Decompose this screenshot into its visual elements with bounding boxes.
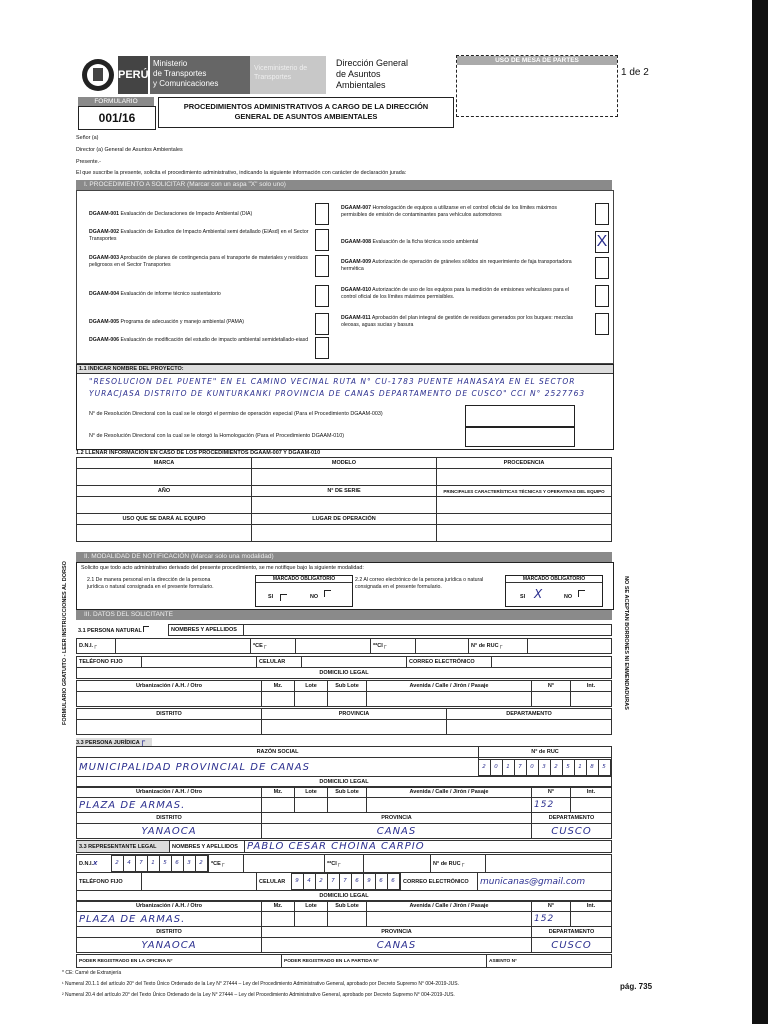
natural-ci-field[interactable] [416,639,469,654]
rep-lote-field[interactable] [295,912,328,927]
cel-digit: 6 [351,873,364,890]
proc-009-checkbox[interactable] [595,257,609,279]
cel-digit: 4 [303,873,316,890]
proc-007: DGAAM-007 Homologación de equipos a utilizarse en el control oficial de los límites máximos permisibles de emisión de contaminantes para vehículos automotores [341,205,557,218]
rep-int-field[interactable] [571,912,612,927]
juridica-mz-field[interactable] [262,798,295,813]
juridica-sublote: Sub Lote [328,787,367,798]
natural-correo-field[interactable] [492,657,612,668]
provincia-value: CANAS [376,825,417,837]
resolution-003-field[interactable] [465,405,575,427]
ruc-digit: 5 [562,759,575,776]
proc-006: DGAAM-006 Evaluación de modificación del estudio de impacto ambiental semidetallado-eiasd [89,337,309,343]
rep-lote: Lote [295,901,328,912]
marcado1-box [255,575,353,607]
intro-director: Director (a) General de Asuntos Ambientales [76,147,183,153]
distrito-value2: YANAOCA [141,939,197,951]
ruc-digit: 0 [526,759,539,776]
natural-contact-table [76,656,612,679]
lugar-header: LUGAR DE OPERACIÓN [252,514,437,525]
proc-002-checkbox[interactable] [315,229,329,251]
juridica-ruc-field[interactable] [479,758,612,777]
project-name-line1[interactable]: "RESOLUCION DEL PUENTE" EN EL CAMINO VECINAL RUTA N° CU-1783 PUENTE HANASAYA EN EL SECTOR [89,377,576,386]
natural-celular-field[interactable] [302,657,407,668]
resolution-010-label: N° de Resolución Directoral con la cual se le otorgó la Homologación (Para el Procedimiento DGAAM-010) [89,433,345,439]
natural-telefono-field[interactable] [142,657,257,668]
rep-ci: **CI┌ [325,855,364,873]
caracteristicas-cont[interactable] [437,514,612,525]
natural-n-field[interactable] [532,692,571,707]
juridica-departamento: DEPARTAMENTO [532,813,612,824]
natural-nombres-field[interactable] [244,625,612,636]
proc-007-checkbox[interactable] [595,203,609,225]
rep-n: N° [532,901,571,912]
natural-int-field[interactable] [571,692,612,707]
natural-address-table [76,680,612,707]
rep-address-table [76,900,612,953]
footnote-2: ² Numeral 20.4 del artículo 20° del Texto Único Ordenado de la Ley N° 27444 – Ley del Procedimiento Administrativo General, aprobado por Decreto Supremo N° 004-2019-JUS. [62,992,455,998]
peru-logo [78,56,118,94]
ruc-digit: 5 [598,759,611,776]
dni-digit: 2 [111,855,124,872]
marcado2-box [505,575,603,607]
lugar-field[interactable] [252,525,437,542]
proc-001: DGAAM-001 Evaluación de Declaraciones de Impacto Ambiental (DIA) [89,211,253,217]
desk-title: USO DE MESA DE PARTES [457,56,617,65]
rep-ce-field[interactable] [244,855,325,873]
juridica-urb-field[interactable] [77,798,262,813]
natural-ce-field[interactable] [296,639,371,654]
proc-004: DGAAM-004 Evaluación de informe técnico sustentatorio [89,291,221,297]
juridica-avenida-field[interactable] [367,798,532,813]
intro-presente: Presente.- [76,159,101,165]
form-title: PROCEDIMIENTOS ADMINISTRATIVOS A CARGO DE LA DIRECCIÓN GENERAL DE ASUNTOS AMBIENTALES [158,97,454,128]
dni-digit: 2 [195,855,208,872]
juridica-distrito-field[interactable] [77,824,262,839]
rep-departamento-field[interactable] [532,938,612,953]
juridica-address-table [76,786,612,839]
section2-box [76,562,614,610]
natural-avenida-field[interactable] [367,692,532,707]
ruc-digit: 8 [586,759,599,776]
section1-box [76,190,614,364]
proc-008-mark: X [596,233,608,250]
rep-avenida: Avenida / Calle / Jirón / Pasaje [367,901,532,912]
anio-header: AÑO [77,486,252,497]
email-value: municanas@gmail.com [480,876,586,887]
natural-departamento-field[interactable] [447,720,612,735]
rep-ci-field[interactable] [364,855,431,873]
cel-digit: 2 [315,873,328,890]
form-number: 001/16 [78,106,156,130]
natural-departamento: DEPARTAMENTO [447,709,612,720]
rep-id-table [76,854,612,873]
natural-dni-field[interactable] [116,639,251,654]
serie-field[interactable] [252,497,437,514]
natural-ce: *CE┌ [251,639,296,654]
juridica-provincia: PROVINCIA [262,813,532,824]
ruc-digit: 2 [550,759,563,776]
cel-digit: 7 [327,873,340,890]
natural-domicilio: DOMICILIO LEGAL [77,668,612,679]
provincia-value2: CANAS [376,939,417,951]
natural-provincia: PROVINCIA [262,709,447,720]
page-count: 1 de 2 [621,67,649,78]
rep-provincia-field[interactable] [262,938,532,953]
proc-005-checkbox[interactable] [315,313,329,335]
notif-personal: 2.1 De manera personal en la dirección de la persona jurídica o natural consignada en el presente formulario. [87,577,214,590]
resolution-003-label: N° de Resolución Directoral con la cual se le otorgó el permiso de operación especial (Para el Procedimiento DGAAM-003) [89,411,383,417]
natural-mz-field[interactable] [262,692,295,707]
procedencia-field[interactable] [437,469,612,486]
project-name-line2[interactable]: YURACJASA DISTRITO DE KUNTURKANKI PROVINCIA DE CANAS DEPARTAMENTO DE CUSCO" CCI N° 2527763 [89,389,586,398]
marcado2-no: NO [564,594,573,600]
marcado1-no-checkbox[interactable] [324,590,331,597]
section2-title: II. MODALIDAD DE NOTIFICACIÓN (Marcar solo una modalidad) [76,552,612,562]
marcado1-no: NO [310,594,319,600]
rep-celular: CELULAR [257,873,292,891]
cel-digit: 7 [339,873,352,890]
rep-urb: Urbanización / A.H. / Otro [77,901,262,912]
juridica-n-field[interactable] [532,798,571,813]
juridica-domicilio: DOMICILIO LEGAL [77,777,612,788]
natural-dni: D.N.I.┌ [77,639,116,654]
page-number: pág. 735 [620,982,653,991]
rep-correo-field[interactable] [478,873,612,891]
form-label: FORMULARIO [78,97,154,106]
natural-avenida: Avenida / Calle / Jirón / Pasaje [367,681,532,692]
juridica-lote-field[interactable] [295,798,328,813]
proc-008: DGAAM-008 Evaluación de la ficha técnica socio ambiental [341,239,479,245]
natural-distrito: DISTRITO [77,709,262,720]
rep-nombres-label: NOMBRES Y APELLIDOS [170,841,245,853]
natural-nombres-label: NOMBRES Y APELLIDOS [169,625,244,636]
rep-dni-field[interactable] [112,855,209,873]
natural-ci: **CI┌ [371,639,416,654]
direction-title: Dirección General de Asuntos Ambientales [336,58,409,90]
rep-label: 3.3 REPRESENTANTE LEGAL [77,841,170,853]
intro-senor: Señor (a) [76,135,99,141]
proc-006-checkbox[interactable] [315,337,329,359]
ruc-digit: 2 [478,759,491,776]
cel-digit: 9 [363,873,376,890]
marcado2-no-checkbox[interactable] [578,590,585,597]
departamento-value2: CUSCO [551,939,592,951]
marcado2-label: MARCADO OBLIGATORIO [506,576,602,583]
ministry-block: Ministerio de Transportes y Comunicaciones [150,56,250,94]
juridica-mz: Mz. [262,787,295,798]
marcado2-si-mark[interactable]: X [534,587,544,601]
intro-text: El que suscribe la presente, solicita el procedimiento administrativo, indicando la siguiente información con carácter de declaración jurada: [76,170,407,176]
distrito-value: YANAOCA [141,825,197,837]
juridica-distrito: DISTRITO [77,813,262,824]
proc-009: DGAAM-009 Autorización de operación de gráneles sólidos sin requerimiento de faja transportadora hermética [341,259,572,272]
section12-title: 1.2 LLENAR INFORMACIÓN EN CASO DE LOS PROCEDIMIENTOS DGAAM-007 Y DGAAM-010 [76,450,321,456]
side-left-text: FORMULARIO GRATUITO - LEER INSTRUCCIONES AL DORSO [62,561,68,725]
marcado2-si: SI [520,594,526,600]
proc-004-checkbox[interactable] [315,285,329,307]
natural-mz: Mz. [262,681,295,692]
juridica-int: Int. [571,787,612,798]
juridica-lote: Lote [295,787,328,798]
rep-departamento: DEPARTAMENTO [532,927,612,938]
caracteristicas-field[interactable] [437,497,612,514]
proc-010: DGAAM-010 Autorización de uso de los equipos para la medición de emisiones vehiculares para el control oficial de los límites máximos permisibles. [341,287,570,300]
section1-title: I. PROCEDIMIENTO A SOLICITAR (Marcar con un aspa "X" solo uno) [76,180,612,190]
footnote-ce: * CE: Carné de Extranjería [62,970,122,976]
marca-field[interactable] [77,469,252,486]
rep-distrito: DISTRITO [77,927,262,938]
notif-email: 2.2 Al correo electrónico de la persona jurídica o natural consignada en el presente formulario. [355,577,484,590]
natural-n: N° [532,681,571,692]
juridica-int-field[interactable] [571,798,612,813]
juridica-sublote-field[interactable] [328,798,367,813]
natural-int: Int. [571,681,612,692]
dni-digit: 1 [147,855,160,872]
proc-003: DGAAM-003 Aprobación de planes de contingencia para el transporte de materiales y residuos peligrosos en el Sector Transportes [89,255,308,268]
rep-name-value: PABLO CESAR CHOIÑA CARPIO [247,841,425,852]
section2-text: Solicito que todo acto administrativo derivado del presente procedimiento, se me notifique bajo la siguiente modalidad: [81,565,364,571]
dni-digit: 5 [159,855,172,872]
natural-celular: CELULAR [257,657,302,668]
proc-011: DGAAM-011 Aprobación del plan integral de gestión de residuos generados por los buques: mezclas oleosas, aguas sucias y basura [341,315,574,328]
cel-digit: 6 [375,873,388,890]
juridica-urb: Urbanización / A.H. / Otro [77,787,262,798]
proc-005: DGAAM-005 Programa de adecuación y manejo ambiental (PAMA) [89,319,245,325]
juridica-provincia-field[interactable] [262,824,532,839]
marca-header: MARCA [77,458,252,469]
natural-ruc-field[interactable] [528,639,612,654]
rep-domicilio: DOMICILIO LEGAL [77,891,612,902]
juridica-label: 3.3 PERSONA JURÍDICA┌ [76,738,152,746]
proc-011-checkbox[interactable] [595,313,609,335]
marcado1-si: SI [268,594,274,600]
ruc-digit: 1 [502,759,515,776]
cel-digit: 6 [387,873,400,890]
rep-telefono-field[interactable] [142,873,257,891]
natural-correo: CORREO ELECTRÓNICO [407,657,492,668]
natural-urb-field[interactable] [77,692,262,707]
dni-digit: 6 [171,855,184,872]
rep-table [76,840,612,853]
resolution-010-field[interactable] [465,427,575,447]
proc-010-checkbox[interactable] [595,285,609,307]
natural-ruc: N° de RUC┌ [469,639,528,654]
vice-block: Viceministerio de Transportes [250,56,326,94]
rep-urb-field[interactable] [77,912,262,927]
dni-digit: 3 [183,855,196,872]
modelo-header: MODELO [252,458,437,469]
ruc-digit: 0 [490,759,503,776]
juridica-table [76,746,612,788]
proc-001-checkbox[interactable] [315,203,329,225]
section11-box [76,364,614,450]
poder-partida: PODER REGISTRADO EN LA PARTIDA N° [282,955,487,968]
rep-ce: *CE┌ [209,855,244,873]
cel-digit: 9 [291,873,304,890]
natural-sublote-field[interactable] [328,692,367,707]
poder-asiento: ASIENTO N° [487,955,612,968]
ruc-digit: 3 [538,759,551,776]
rep-ruc-field[interactable] [486,855,612,873]
footnote-1: ¹ Numeral 20.1.1 del artículo 20° del Texto Único Ordenado de la Ley N° 27444 – Ley del Procedimiento Administrativo General, aprobado por Decreto Supremo N° 004-2019-JUS. [62,981,459,987]
natural-label: 3.1 PERSONA NATURAL [76,625,169,636]
desk-box [456,55,618,117]
section3-title: III. DATOS DEL SOLICITANTE [76,610,612,620]
rep-dni: D.N.I.X [77,855,112,873]
uso-field[interactable] [77,525,252,542]
natural-urb: Urbanización / A.H. / Otro [77,681,262,692]
juridica-departamento-field[interactable] [532,824,612,839]
rep-ruc: N° de RUC┌ [431,855,486,873]
modelo-field[interactable] [252,469,437,486]
natural-distrito-field[interactable] [77,720,262,735]
side-right-text: NO SE ACEPTAN BORRONES NI ENMENDADURAS [623,576,629,710]
rep-distrito-field[interactable] [77,938,262,953]
poder-oficina: PODER REGISTRADO EN LA OFICINA N° [77,955,282,968]
natural-lote: Lote [295,681,328,692]
proc-003-checkbox[interactable] [315,255,329,277]
rep-int: Int. [571,901,612,912]
natural-telefono: TELÉFONO FIJO [77,657,142,668]
dni-digit: 4 [123,855,136,872]
razon-value: MUNICIPALIDAD PROVINCIAL DE CANAS [79,761,310,773]
procedencia-header: PROCEDENCIA [437,458,612,469]
urb-value2: PLAZA DE ARMAS. [79,913,186,925]
caracteristicas-cont2[interactable] [437,525,612,542]
natural-location-table [76,708,612,735]
rep-contact-table [76,872,612,902]
natural-id-table [76,638,612,654]
juridica-ruc: N° de RUC [479,747,612,758]
caracteristicas-header: PRINCIPALES CARACTERÍSTICAS TÉCNICAS Y OPERATIVAS DEL EQUIPO [437,486,612,497]
rep-nombres-field[interactable] [245,841,612,853]
dni-digit: 7 [135,855,148,872]
rep-n-field[interactable] [532,912,571,927]
urb-value: PLAZA DE ARMAS. [79,799,186,811]
proc-008-checkbox[interactable] [595,231,609,253]
section11-title: 1.1 INDICAR NOMBRE DEL PROYECTO: [77,365,613,374]
juridica-razon-field[interactable] [77,758,479,777]
rep-mz: Mz. [262,901,295,912]
proc-002: DGAAM-002 Evaluación de Estudios de Impacto Ambiental semi detallado (EIAsd) en el Sector Transportes [89,229,309,242]
departamento-value: CUSCO [551,825,592,837]
rep-avenida-field[interactable] [367,912,532,927]
poder-table [76,954,612,968]
uso-header: USO QUE SE DARÁ AL EQUIPO [77,514,252,525]
equipment-table [76,457,612,542]
rep-telefono: TELÉFONO FIJO [77,873,142,891]
natural-lote-field[interactable] [295,692,328,707]
juridica-n: N° [532,787,571,798]
rep-mz-field[interactable] [262,912,295,927]
ruc-digit: 1 [574,759,587,776]
natural-sublote: Sub Lote [328,681,367,692]
natural-provincia-field[interactable] [262,720,447,735]
juridica-avenida: Avenida / Calle / Jirón / Pasaje [367,787,532,798]
natural-table [76,624,612,636]
ruc-digit: 7 [514,759,527,776]
rep-correo: CORREO ELECTRÓNICO [401,873,478,891]
n-value2: 152 [534,914,555,924]
peru-label: PERÚ [118,56,148,94]
scan-edge [752,0,768,1024]
marcado1-label: MARCADO OBLIGATORIO [256,576,352,583]
rep-sublote-field[interactable] [328,912,367,927]
rep-provincia: PROVINCIA [262,927,532,938]
juridica-razon: RAZÓN SOCIAL [77,747,479,758]
marcado1-si-checkbox[interactable] [280,594,287,601]
rep-celular-field[interactable] [292,873,401,891]
anio-field[interactable] [77,497,252,514]
rep-sublote: Sub Lote [328,901,367,912]
n-value: 152 [534,800,555,810]
serie-header: N° DE SERIE [252,486,437,497]
